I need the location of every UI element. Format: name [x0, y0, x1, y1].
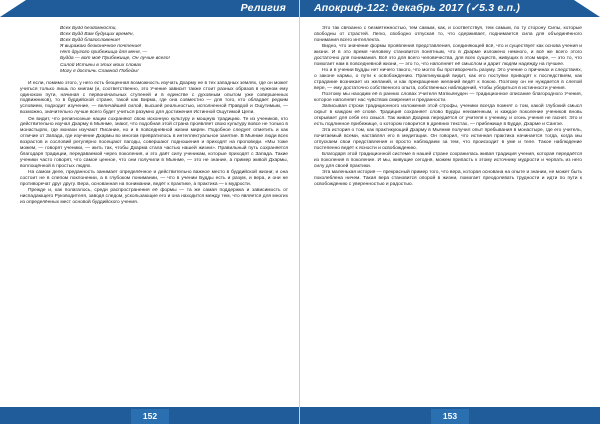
paragraph: Эта маленькая история — прекрасный пример того, что вера, которая основана на опыте и знании, не может быть поколеблена ничем. Такая вера становится опорой в жизни, помогает преодолевать трудности и идти по пути к освобождению с уверенностью и радостью.: [314, 170, 582, 188]
paragraph: Видно, что значение формы проявления представления, соединяющей всё, что и существует как основа учения и жизни. И в это время человеку становится понятным, что в Дхарме изложено немного, и всё же всего этого достаточно для понимания. Всё это для всего человечества, для всех существ, живущих в этом мире, — это то, что помогает нам в повседневной жизни, — это то, что наполняет её смыслом и дарит людям надежду на лучшее.: [314, 44, 582, 67]
right-header-bar: [300, 0, 600, 17]
left-header-bar: [0, 0, 300, 17]
header-notch: [574, 0, 600, 17]
right-page: [300, 0, 600, 424]
poem-line: Нет другого прибежища для меня, —: [60, 50, 148, 56]
paragraph: Записывая строки традиционного изложения этой строфы, ученики всегда помнят о том, какой глубокий смысл скрыт в каждом её слове. Традиция сохраняет слово Будды неизменным, и каждое поколение учеников вновь открывает для себя его смысл. Так живая Дхарма передаётся от учителя к ученику, и огонь учения не гаснет. Это и есть подлинное прибежище, о котором говорится в древних текстах, — прибежище в Будде, Дхарме и Сангхе.: [314, 104, 582, 128]
poem-line: Я выражаю безконечное почтение!: [60, 44, 142, 50]
running-head: Апокриф-122: декабрь 2017 (✓5.3 е.п.): [314, 2, 521, 14]
right-footer-bar: [300, 409, 600, 424]
paragraph: Прежде и, как полагалось, среди распространения её формы — та же самая поддержка и зависимость от ниспадающего Руководителя, заводя следом, ускользающие его и она находится между тем, что является для многих из определённых мест основой буддийского учения.: [20, 188, 288, 206]
poem-line: Всех Будд бездомности,: [60, 26, 117, 31]
left-column: [20, 26, 288, 402]
page-number: 152: [131, 409, 169, 424]
paragraph: На самом деле, преданность занимает определённое и действительно важное место в буддийской жизни; и она состоит не в слепом поклонении, а в глубоком понимании, — что в учении Будды есть и разум, и вера, и они не противоречат друг другу. Вера, основанная на понимании, ведёт к практике, а практика — к мудрости.: [20, 170, 288, 187]
poem-line: Будда — вот моё Прибежище, Он лучше всего!: [60, 56, 170, 62]
paragraph: Это так связанно с безмятежностью, тем самым, как, и соответствуя, тем самым, по ту сторону Силы, которые свободны от страстей. Легко, свободно отпуская то, что сдерживает, поднимается сила для объединённого понимания всего интеллекта.: [314, 26, 582, 43]
paragraph: Благодаря этой традиционной системе в нашей стране сохранилась живая традиция учения, которая передаётся из поколения в поколение. И мы, живущие сегодня, можем припасть к этому источнику мудрости и черпать из него силу для своей практики.: [314, 152, 582, 170]
poem-line: Могу я достичь Славной Победы!: [60, 68, 139, 74]
paragraph: Поэтому мы находим её в ранних словах Учителя Маткьянуден — традиционное описание благородного Учения, которое наполняет нас чувством смирения и преданности.: [314, 92, 582, 104]
poem-line: Всех Будд благословение!: [60, 38, 121, 44]
left-footer-bar: [0, 409, 300, 424]
paragraph: Он видит, что религиозные нации сохраняют свою исконную культуру и мощную традицию. Те из учеников, кто действительно изучал Дхарму в Мьянме, знают, что подобная этой страна проявляет свою культуру вовсе не только в монастырях, где монахи изучают Писание, но и в повседневной жизни мирян. Подобное следует отметить и как отличие от Запада, где изучение Дхармы во многом превратилось в интеллектуальное занятие. В Мьянме люди всех возрастов и сословий регулярно посещают пагоды, совершают подношения и приходят на проповеди. «Мы тоже можем, — говорят ученики, — жить так, чтобы Дхарма стала частью нашей жизни». Правильный путь сохраняется благодаря традиции, передаваемой через поколения, и это даёт силу ученикам, которые приходят с Запада. Такие ученики часто говорят, что самое ценное, что они получили в Мьянме, — это не знание, а пример живой Дхармы, воплощённой в простых людях.: [20, 116, 288, 169]
page-number: 153: [431, 409, 469, 424]
paragraph: Эта история о том, как практикующий Дхарму в Мьянме получил опыт пребывания в монастыре, где его учитель, почитаемый всеми, наставлял его в медитации. Он говорил, что истинная практика начинается тогда, когда мы отпускаем свои представления и просто наблюдаем за тем, что происходит в уме и теле. Такое наблюдение постепенно ведёт к ясности и освобождению.: [314, 128, 582, 152]
paragraph: Но и в учении Будды нет ничего такого, что могло бы противоречить разуму. Это учение о причинах и следствиях, о законе кармы, о пути к освобождению. Практикующий видит, как его поступки приводят к последствиям, как страдание возникает из желаний, и как прекращение желаний ведёт к покою. Поэтому он не нуждается в слепой вере, — ему достаточно собственного опыта, собственных наблюдений, чтобы убедиться в истинности учения.: [314, 68, 582, 91]
header-notch: [0, 0, 26, 17]
section-title: Религия: [240, 2, 286, 14]
poem-line: Всех Будд Вам будущих времён,: [60, 32, 134, 38]
paragraph: И если, помимо этого, у него есть безценная возможность изучать Дхарму не в тех западных землях, где он может учиться только лишь по книгам (и, соответственно, это Учение зависит также стоит разных образов в нужном ему одиноком пути, начиная с первоначальных ступеней и в единстве с духовным опытом уже совершенных подвижников), то в буддийской стране, такой как Бирма, где она совместно — для того, кто обладает редким условием, подходит изучение, — величайшей силой, высшей реальностью, исполненной Правдой и Ощутимым, — возможно, значительно лучше всего будет учиться разумно для достижения Истинной Ощутимой Цели.: [20, 80, 288, 116]
poem: [60, 26, 288, 75]
right-column: [314, 26, 582, 402]
poem-line: Силой Истины в этих моих словах: [60, 62, 142, 68]
